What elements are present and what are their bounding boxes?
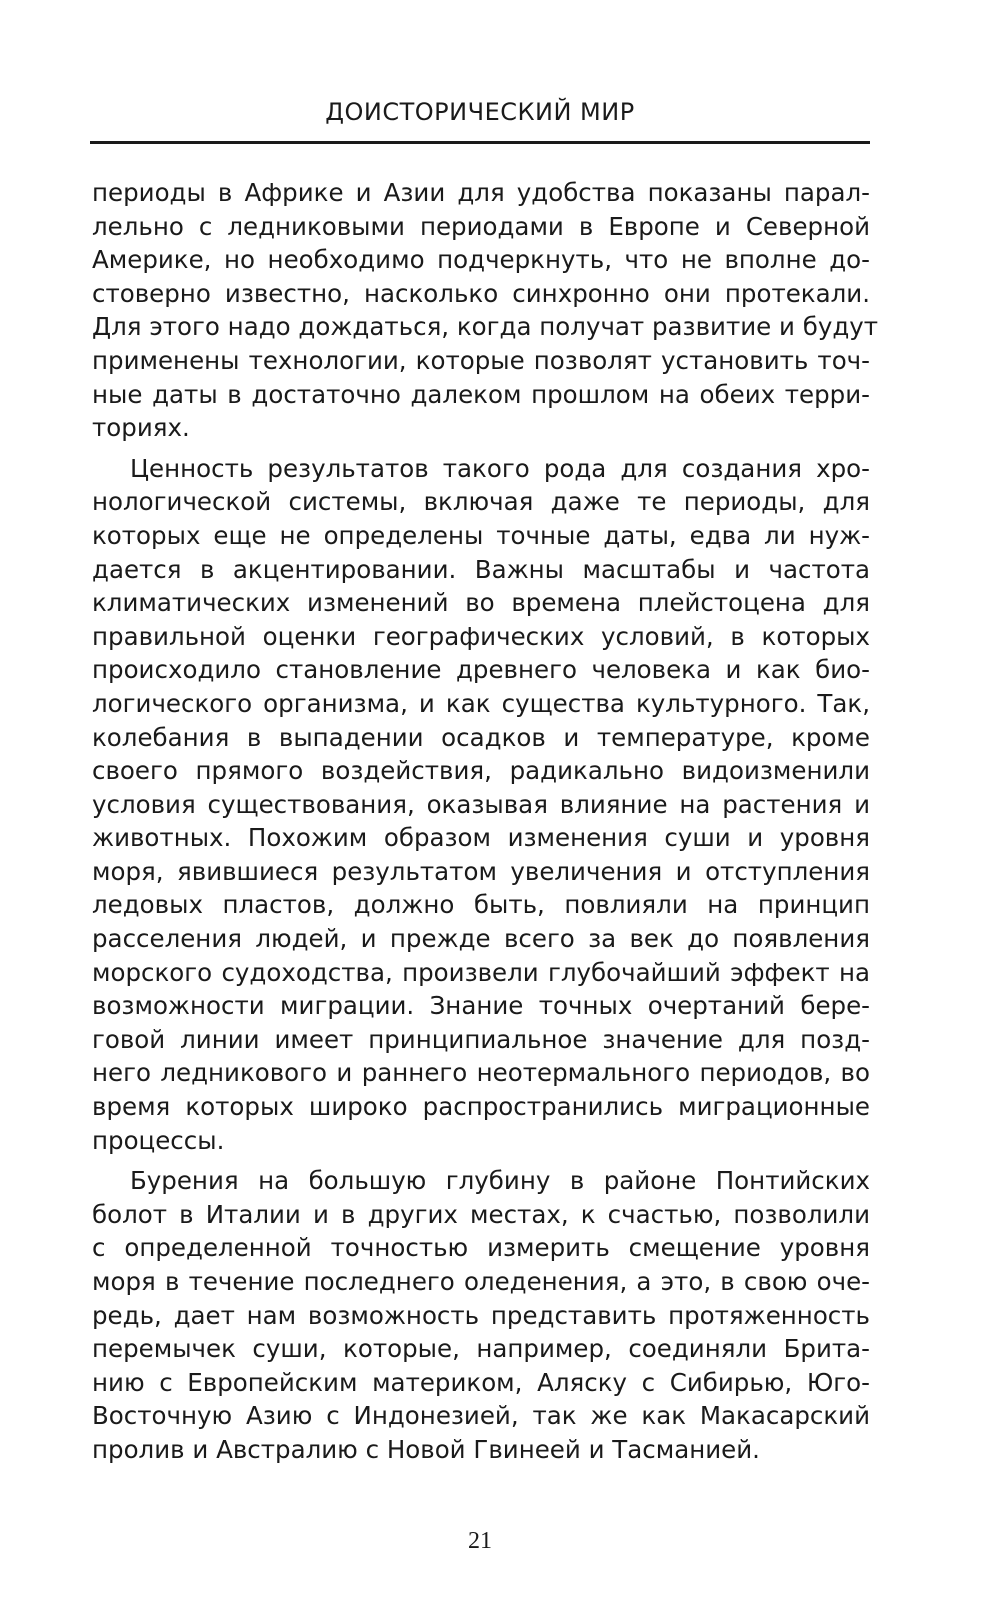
text-line: колебания в выпадении осадков и температуре, кроме — [92, 722, 870, 752]
text-line: лельно с ледниковыми периодами в Европе и Северной — [92, 211, 870, 241]
text-line: стоверно известно, насколько синхронно они протекали. — [92, 278, 870, 308]
paragraph-2 — [92, 452, 870, 1157]
text-line: с определенной точностью измерить смещение уровня — [92, 1233, 870, 1263]
page-number: 21 — [468, 1528, 492, 1554]
text-line: нологической системы, включая даже те периоды, для — [92, 487, 870, 517]
text-line: нию с Европейским материком, Аляску с Сибирью, Юго- — [92, 1367, 870, 1397]
text-line: Для этого надо дождаться, когда получат развитие и будут — [92, 312, 879, 342]
text-line: ные даты в достаточно далеком прошлом на обеих терри- — [92, 379, 870, 409]
text-line: ледовых пластов, должно быть, повлияли на принцип — [92, 890, 870, 920]
text-line: морского судоходства, произвели глубочайший эффект на — [92, 957, 870, 987]
text-line: расселения людей, и прежде всего за век до появления — [92, 924, 870, 954]
page-body — [92, 176, 879, 1467]
text-line: говой линии имеет принципиальное значение для позд- — [92, 1024, 870, 1054]
text-line: климатических изменений во времена плейстоцена для — [92, 588, 870, 618]
text-line: условия существования, оказывая влияние на растения и — [92, 789, 870, 819]
paragraph-gap — [92, 445, 870, 452]
text-line: болот в Италии и в других местах, к счастью, позволили — [92, 1199, 870, 1229]
text-line: редь, дает нам возможность представить протяженность — [92, 1300, 870, 1330]
paragraph-gap — [92, 1157, 870, 1164]
text-line: которых еще не определены точные даты, едва ли нуж- — [92, 520, 870, 550]
text-line: периоды в Африке и Азии для удобства показаны парал- — [92, 178, 870, 207]
text-line: моря в течение последнего оледенения, а это, в свою оче- — [92, 1267, 870, 1296]
text-line: время которых широко распространились миграционные — [92, 1092, 870, 1122]
header-rule — [90, 141, 870, 144]
text-line: процессы. — [92, 1125, 225, 1155]
text-line: пролив и Австралию с Новой Гвинеей и Тасманией. — [92, 1434, 760, 1464]
text-line: происходило становление древнего человека и как био- — [92, 655, 870, 685]
text-line: правильной оценки географических условий, в которых — [92, 621, 870, 651]
text-line: своего прямого воздействия, радикально видоизменили — [92, 756, 870, 786]
text-line: Ценность результатов такого рода для создания хро- — [130, 453, 870, 483]
text-line: животных. Похожим образом изменения суши и уровня — [92, 823, 870, 853]
text-line: логического организма, и как существа культурного. Так, — [92, 688, 870, 718]
running-head-title: ДОИСТОРИЧЕСКИЙ МИР — [325, 98, 635, 126]
text-line: моря, явившиеся результатом увеличения и отступления — [92, 856, 870, 886]
text-line: Восточную Азию с Индонезией, так же как Макасарский — [92, 1401, 870, 1431]
paragraph-1 — [92, 176, 879, 445]
text-line: Америке, но необходимо подчеркнуть, что не вполне до- — [92, 245, 870, 275]
text-line: него ледникового и раннего неотермального периодов, во — [92, 1058, 870, 1088]
paragraph-3 — [92, 1164, 870, 1466]
text-line: перемычек суши, которые, например, соединяли Брита- — [92, 1334, 870, 1364]
text-line: применены технологии, которые позволят установить точ- — [92, 345, 870, 375]
text-line: возможности миграции. Знание точных очертаний бере- — [92, 991, 870, 1021]
text-line: дается в акцентировании. Важны масштабы и частота — [92, 554, 870, 584]
text-line: ториях. — [92, 413, 190, 443]
text-line: Бурения на большую глубину в районе Понтийских — [130, 1166, 870, 1196]
